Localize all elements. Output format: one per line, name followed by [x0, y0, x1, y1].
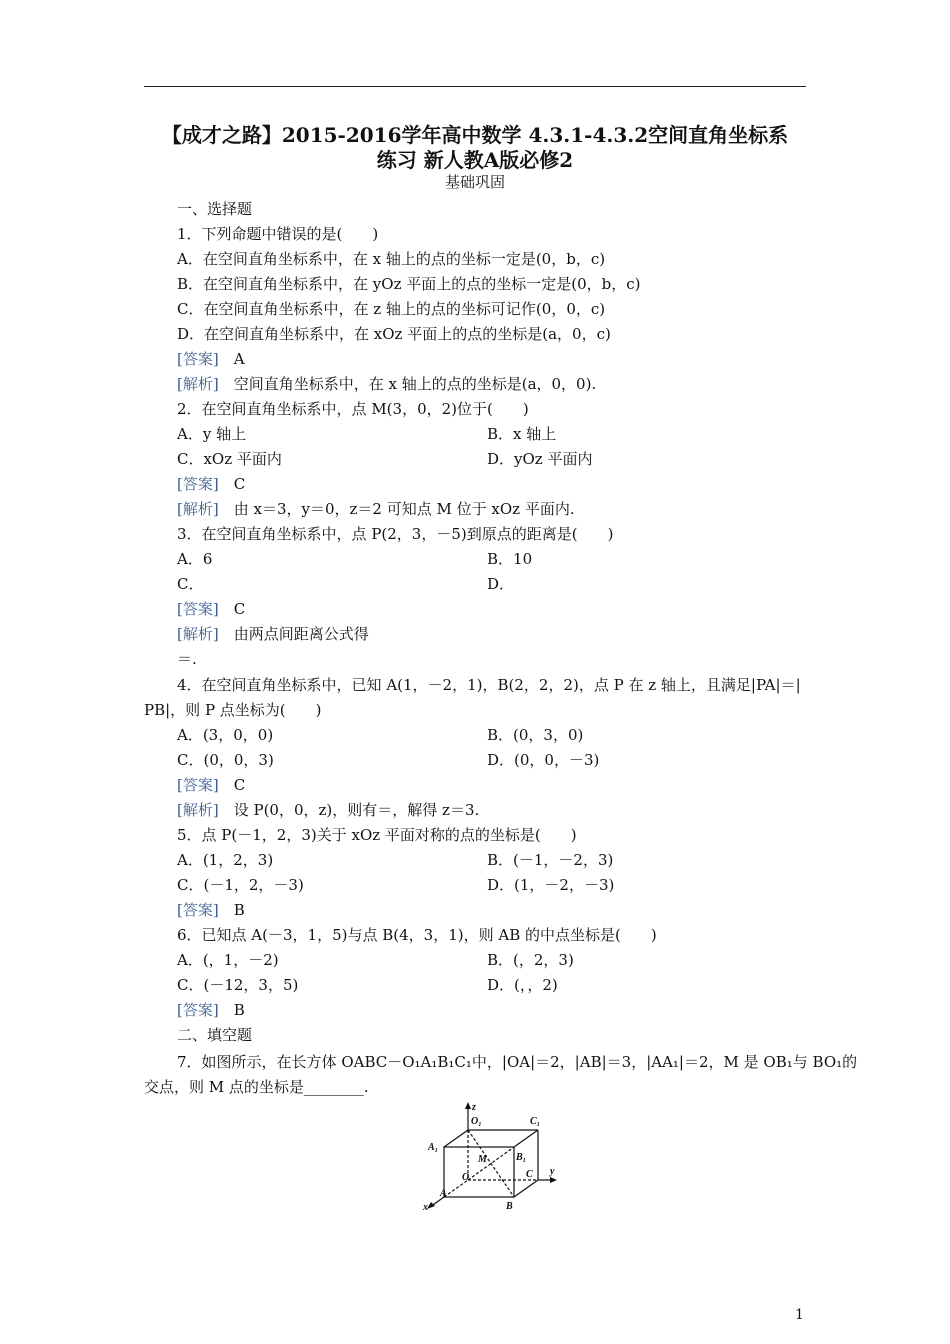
- line-text: B．(－1，－2，3): [487, 851, 614, 869]
- text-line: [177, 300, 605, 318]
- answer-tag: [答案]: [177, 475, 219, 493]
- annotated-line: [177, 500, 575, 518]
- text-line: [177, 1026, 252, 1044]
- text-line: [177, 751, 274, 769]
- text-line: [177, 250, 605, 268]
- line-text: D．在空间直角坐标系中，在 xOz 平面上的点的坐标是(a，0，c): [177, 325, 611, 343]
- line-text: C．在空间直角坐标系中，在 z 轴上的点的坐标可记作(0，0，c): [177, 300, 606, 318]
- label-c1: C₁: [530, 1116, 541, 1127]
- line-text: D．yOz 平面内: [487, 450, 593, 468]
- answer-tag: [解析]: [177, 801, 219, 819]
- title-line-2: 练习 新人教A版必修2: [376, 148, 574, 172]
- text-line: [144, 701, 322, 719]
- label-c: C: [526, 1169, 533, 1180]
- text-line: [177, 400, 529, 418]
- line-text: 6．已知点 A(－3，1，5)与点 B(4，3，1)，则 AB 的中点坐标是( ): [177, 926, 657, 944]
- label-b1: B₁: [516, 1152, 527, 1163]
- title-line-1: 【成才之路】2015-2016学年高中数学 4.3.1-4.3.2空间直角坐标系: [161, 123, 789, 147]
- line-text: 由 x＝3，y＝0，z＝2 可知点 M 位于 xOz 平面内.: [218, 500, 575, 518]
- line-text: D．(，，2): [487, 976, 558, 994]
- text-line: [177, 275, 641, 293]
- text-line: [487, 425, 556, 443]
- annotated-line: [177, 801, 479, 819]
- answer-tag: [答案]: [177, 350, 219, 368]
- text-line: [487, 876, 614, 894]
- text-line: [487, 450, 592, 468]
- line-text: 1．下列命题中错误的是( ): [177, 225, 379, 243]
- text-line: [177, 450, 282, 468]
- annotated-line: [177, 625, 369, 643]
- label-o1: O₁: [471, 1116, 482, 1127]
- text-line: [487, 751, 599, 769]
- line-text: B．x 轴上: [487, 425, 557, 443]
- text-line: [177, 676, 801, 694]
- text-line: [177, 200, 252, 218]
- text-line: [177, 525, 613, 543]
- line-text: C: [218, 475, 246, 493]
- line-text: B．(，2，3): [487, 951, 574, 969]
- page-number: 1: [795, 1307, 804, 1323]
- text-line: [177, 575, 203, 593]
- line-text: B: [218, 1001, 245, 1019]
- line-text: B．在空间直角坐标系中，在 yOz 平面上的点的坐标一定是(0，b，c): [177, 275, 641, 293]
- annotated-line: [177, 375, 596, 393]
- line-text: C．(－1，2，－3): [177, 876, 304, 894]
- line-text: A．(，1，－2): [177, 951, 279, 969]
- label-m: M: [478, 1154, 487, 1165]
- text-line: [177, 926, 657, 944]
- line-text: A．(3，0，0): [177, 726, 274, 744]
- line-text: D．: [487, 575, 515, 593]
- line-text: 5．点 P(－1，2，3)关于 xOz 平面对称的点的坐标是( ): [177, 826, 577, 844]
- line-text: A．y 轴上: [177, 425, 247, 443]
- text-line: [487, 851, 613, 869]
- annotated-line: [177, 600, 245, 618]
- line-text: 空间直角坐标系中，在 x 轴上的点的坐标是(a，0，0).: [218, 375, 597, 393]
- answer-tag: [解析]: [177, 500, 219, 518]
- answer-tag: [答案]: [177, 1001, 219, 1019]
- line-text: 2．在空间直角坐标系中，点 M(3，0，2)位于( ): [177, 400, 529, 418]
- text-line: [177, 726, 273, 744]
- annotated-line: [177, 776, 245, 794]
- text-line: [177, 650, 197, 668]
- label-a: A: [440, 1188, 447, 1199]
- line-text: C: [218, 776, 246, 794]
- line-text: 二、填空题: [177, 1026, 253, 1044]
- label-x: x: [423, 1202, 428, 1212]
- annotated-line: [177, 1001, 245, 1019]
- line-text: D．(0，0，－3): [487, 751, 600, 769]
- text-line: [177, 325, 611, 343]
- text-line: [177, 826, 577, 844]
- label-y: y: [550, 1166, 555, 1177]
- text-line: [177, 876, 304, 894]
- line-text: B: [218, 901, 245, 919]
- line-text: C．: [177, 575, 204, 593]
- text-line: [177, 851, 273, 869]
- line-text: A．在空间直角坐标系中，在 x 轴上的点的坐标一定是(0，b，c): [177, 250, 606, 268]
- answer-tag: [答案]: [177, 901, 219, 919]
- annotated-line: [177, 475, 245, 493]
- line-text: 3．在空间直角坐标系中，点 P(2，3，－5)到原点的距离是( ): [177, 525, 614, 543]
- line-text: 交点，则 M 点的坐标是________.: [144, 1078, 369, 1096]
- text-line: [177, 951, 279, 969]
- subtitle: 基础巩固: [444, 173, 505, 191]
- text-line: [487, 550, 532, 568]
- answer-tag: [解析]: [177, 375, 219, 393]
- label-a1: A₁: [428, 1142, 439, 1153]
- line-text: A．(1，2，3): [177, 851, 274, 869]
- text-line: [144, 1078, 369, 1096]
- text-line: [487, 976, 558, 994]
- answer-tag: [答案]: [177, 776, 219, 794]
- text-line: [177, 1053, 857, 1071]
- cuboid-figure: [420, 1100, 560, 1212]
- line-text: B．(0，3，0): [487, 726, 584, 744]
- label-z: z: [472, 1102, 476, 1113]
- text-line: [487, 575, 514, 593]
- text-line: [487, 726, 583, 744]
- line-text: 由两点间距离公式得: [218, 625, 369, 643]
- line-text: 4．在空间直角坐标系中，已知 A(1，－2，1)，B(2，2，2)，点 P 在 z 轴上，且满足|PA|＝|: [177, 676, 801, 694]
- line-text: A．6: [177, 550, 213, 568]
- label-b: B: [506, 1201, 513, 1212]
- line-text: PB|，则 P 点坐标为( ): [144, 701, 322, 719]
- text-line: [177, 550, 212, 568]
- line-text: C．(0，0，3): [177, 751, 274, 769]
- label-o: O: [462, 1172, 470, 1183]
- text-line: [487, 951, 574, 969]
- text-line: [177, 425, 246, 443]
- line-text: D．(1，－2，－3): [487, 876, 615, 894]
- text-line: [177, 976, 298, 994]
- line-text: B．10: [487, 550, 533, 568]
- answer-tag: [答案]: [177, 600, 219, 618]
- line-text: A: [218, 350, 245, 368]
- line-text: 一、选择题: [177, 200, 253, 218]
- line-text: C．xOz 平面内: [177, 450, 282, 468]
- annotated-line: [177, 350, 245, 368]
- line-text: C: [218, 600, 246, 618]
- line-text: C．(－12，3，5): [177, 976, 299, 994]
- line-text: 7．如图所示，在长方体 OABC－O₁A₁B₁C₁中，|OA|＝2，|AB|＝3，|AA₁|＝2，M 是 OB₁与 BO₁的: [177, 1053, 858, 1071]
- annotated-line: [177, 901, 245, 919]
- line-text: ＝.: [177, 650, 197, 668]
- text-line: [177, 225, 378, 243]
- header-rule: [144, 86, 806, 87]
- answer-tag: [解析]: [177, 625, 219, 643]
- line-text: 设 P(0，0，z)，则有＝，解得 z＝3.: [218, 801, 480, 819]
